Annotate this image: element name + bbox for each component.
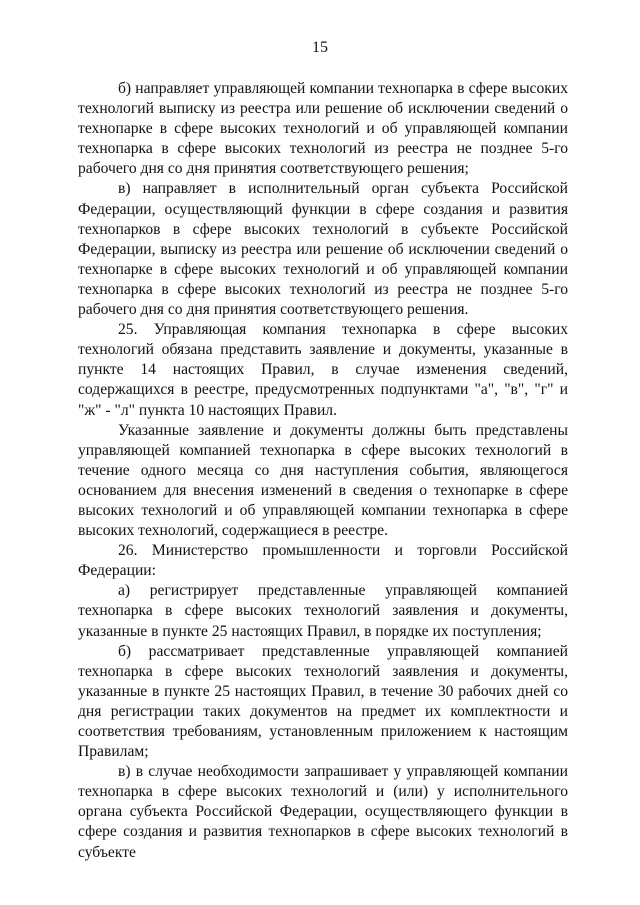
paragraph-item-b: б) направляет управляющей компании технопарка в сфере высоких технологий выписку из реестра или решение об исключении сведений о технопарке в сфере высоких технологий и об управляющей компании технопарка в сфере высоких технологий из реестра не позднее 5-го рабочего дня со дня принятия соответствующего решения; bbox=[78, 80, 568, 178]
paragraph-clause-26-item-a: а) регистрирует представленные управляющей компанией технопарка в сфере высоких технологий заявления и документы, указанные в пункте 25 настоящих Правил, в порядке их поступления; bbox=[78, 582, 568, 640]
paragraph-clause-26-item-v: в) в случае необходимости запрашивает у управляющей компании технопарка в сфере высоких технологий и (или) у исполнительного органа субъекта Российской Федерации, осуществляющего функции в сфере создания и развития технопарков в сфере высоких технологий в субъекте bbox=[78, 763, 568, 861]
paragraph-clause-25-continuation: Указанные заявление и документы должны быть представлены управляющей компанией технопарка в сфере высоких технологий в течение одного месяца со дня наступления события, являющегося основанием для внесения изменений в сведения о технопарке в сфере высоких технологий и об управляющей компании технопарка в сфере высоких технологий, содержащиеся в реестре. bbox=[78, 421, 568, 540]
paragraph-clause-25: 25. Управляющая компания технопарка в сфере высоких технологий обязана представить заявление и документы, указанные в пункте 14 настоящих Правил, в случае изменения сведений, содержащихся в реестре, предусмотренных подпунктами "а", "в", "г" и "ж" - "л" пункта 10 настоящих Правил. bbox=[78, 321, 568, 419]
paragraph-clause-26: 26. Министерство промышленности и торговли Российской Федерации: bbox=[78, 542, 568, 580]
document-body bbox=[78, 79, 568, 863]
page-number: 15 bbox=[312, 39, 328, 56]
paragraph-clause-26-item-b: б) рассматривает представленные управляющей компанией технопарка в сфере высоких технологий заявления и документы, указанные в пункте 25 настоящих Правил, в течение 30 рабочих дней со дня регистрации таких документов на предмет их комплектности и соответствия требованиям, установленным приложением к настоящим Правилам; bbox=[78, 642, 568, 761]
paragraph-item-v: в) направляет в исполнительный орган субъекта Российской Федерации, осуществляющий функции в сфере создания и развития технопарков в сфере высоких технологий в субъекте Российской Федерации, выписку из реестра или решение об исключении сведений о технопарке в сфере высоких технологий и об управляющей компании технопарка в сфере высоких технологий из реестра не позднее 5-го рабочего дня со дня принятия соответствующего решения. bbox=[78, 180, 568, 319]
